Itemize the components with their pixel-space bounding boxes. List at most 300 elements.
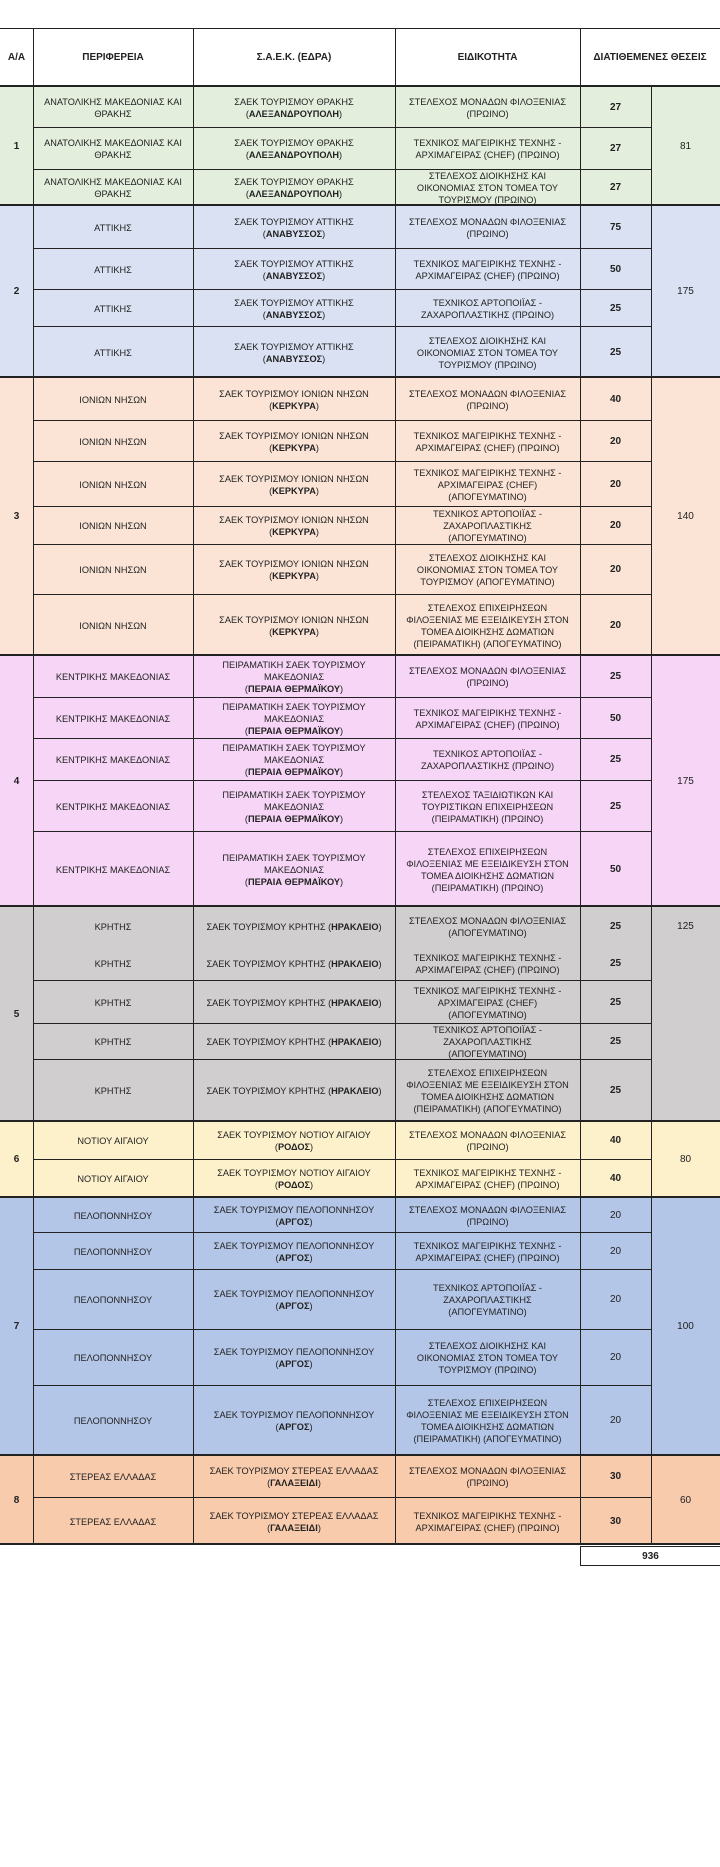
saek-cell (193, 290, 395, 327)
row-divider (33, 420, 651, 421)
specialty-cell: ΣΤΕΛΕΧΟΣ ΜΟΝΑΔΩΝ ΦΙΛΟΞΕΝΙΑΣ (ΠΡΩΙΝΟ) (408, 1466, 566, 1488)
saek-text: ΣΑΕΚ ΤΟΥΡΙΣΜΟΥ ΠΕΛΟΠΟΝΝΗΣΟΥ (ΑΡΓΟΣ) (213, 1347, 375, 1369)
specialty-cell: ΣΤΕΛΕΧΟΣ ΤΑΞΙΔΙΩΤΙΚΩΝ ΚΑΙ ΤΟΥΡΙΣΤΙΚΩΝ ΕΠΙΧΕΙΡΗΣΕΩΝ (ΠΕΙΡΑΜΑΤΙΚΗ) (ΠΡΩΙΝΟ) (421, 789, 554, 824)
saek-seat: ΑΝΑΒΥΣΣΟΣ (265, 228, 323, 239)
region-cell: ΚΕΝΤΡΙΚΗΣ ΜΑΚΕΔΟΝΙΑΣ (55, 801, 171, 812)
table-row (33, 1122, 651, 1160)
saek-cell (193, 595, 395, 656)
saek-name: ΣΑΕΚ ΤΟΥΡΙΣΜΟΥ ΚΡΗΤΗΣ (206, 1037, 326, 1047)
positions-cell: 75 (609, 221, 622, 233)
row-divider (33, 544, 651, 545)
region-cell: ΚΕΝΤΡΙΚΗΣ ΜΑΚΕΔΟΝΙΑΣ (55, 672, 171, 682)
saek-name: ΣΑΕΚ ΤΟΥΡΙΣΜΟΥ ΙΟΝΙΩΝ ΝΗΣΩΝ (219, 388, 369, 399)
specialty-cell: ΤΕΧΝΙΚΟΣ ΜΑΓΕΙΡΙΚΗΣ ΤΕΧΝΗΣ - ΑΡΧΙΜΑΓΕΙΡΑΣ (CHEF) (ΠΡΩΙΝΟ) (413, 707, 562, 730)
saek-text: ΣΑΕΚ ΤΟΥΡΙΣΜΟΥ ΚΡΗΤΗΣ (ΗΡΑΚΛΕΙΟ) (206, 922, 382, 932)
region-group (0, 206, 720, 378)
saek-name: ΠΕΙΡΑΜΑΤΙΚΗ ΣΑΕΚ ΤΟΥΡΙΣΜΟΥ ΜΑΚΕΔΟΝΙΑΣ (222, 852, 366, 875)
table-row (33, 462, 651, 507)
row-divider (33, 248, 651, 249)
saek-text: ΠΕΙΡΑΜΑΤΙΚΗ ΣΑΕΚ ΤΟΥΡΙΣΜΟΥ ΜΑΚΕΔΟΝΙΑΣ (ΠΕΡΑΙΑ ΘΕΡΜΑΪΚΟΥ) (222, 701, 366, 736)
positions-cell: 25 (609, 921, 622, 932)
specialty-cell: ΣΤΕΛΕΧΟΣ ΕΠΙΧΕΙΡΗΣΕΩΝ ΦΙΛΟΞΕΝΙΑΣ ΜΕ ΕΞΕΙΔΙΚΕΥΣΗ ΣΤΟΝ ΤΟΜΕΑ ΔΙΟΙΚΗΣΗΣ ΔΩΜΑΤΙΩΝ (ΠΕΙΡΑΜΑΤΙΚΗ) (ΑΠΟΓΕΥΜΑΤΙΝΟ) (406, 1068, 569, 1114)
row-divider (33, 1329, 651, 1330)
saek-cell (193, 1456, 395, 1498)
region-cell: ΠΕΛΟΠΟΝΝΗΣΟΥ (73, 1246, 153, 1257)
saek-name: ΣΑΕΚ ΤΟΥΡΙΣΜΟΥ ΑΤΤΙΚΗΣ (234, 341, 354, 352)
group-number: 5 (13, 1008, 20, 1020)
region-cell: ΑΝΑΤΟΛΙΚΗΣ ΜΑΚΕΔΟΝΙΑΣ ΚΑΙ ΘΡΑΚΗΣ (44, 177, 182, 199)
group-total: 81 (679, 140, 692, 152)
saek-cell (193, 1122, 395, 1160)
saek-seat: ΡΟΔΟΣ (277, 1142, 311, 1152)
specialty-cell: ΤΕΧΝΙΚΟΣ ΜΑΓΕΙΡΙΚΗΣ ΤΕΧΝΗΣ - ΑΡΧΙΜΑΓΕΙΡΑΣ (CHEF) (ΠΡΩΙΝΟ) (413, 138, 562, 160)
saek-seat: ΚΕΡΚΥΡΑ (272, 400, 316, 411)
saek-text: ΣΑΕΚ ΤΟΥΡΙΣΜΟΥ ΝΟΤΙΟΥ ΑΙΓΑΙΟΥ (ΡΟΔΟΣ) (217, 1130, 371, 1152)
region-cell: ΑΝΑΤΟΛΙΚΗΣ ΜΑΚΕΔΟΝΙΑΣ ΚΑΙ ΘΡΑΚΗΣ (44, 138, 182, 160)
saek-cell (193, 907, 395, 947)
positions-cell: 30 (609, 1471, 622, 1482)
table-row (33, 1498, 651, 1545)
specialty-cell: ΣΤΕΛΕΧΟΣ ΜΟΝΑΔΩΝ ΦΙΛΟΞΕΝΙΑΣ (ΠΡΩΙΝΟ) (408, 216, 566, 239)
saek-text: ΣΑΕΚ ΤΟΥΡΙΣΜΟΥ ΘΡΑΚΗΣ (ΑΛΕΞΑΝΔΡΟΥΠΟΛΗ) (234, 138, 354, 160)
group-total: 100 (677, 1321, 694, 1332)
table-row (33, 739, 651, 781)
saek-name: ΠΕΙΡΑΜΑΤΙΚΗ ΣΑΕΚ ΤΟΥΡΙΣΜΟΥ ΜΑΚΕΔΟΝΙΑΣ (222, 789, 366, 812)
row-divider (33, 1159, 651, 1160)
table-row (33, 1386, 651, 1456)
table-row (33, 595, 651, 656)
saek-seat: ΚΕΡΚΥΡΑ (272, 485, 316, 496)
saek-cell (193, 781, 395, 832)
saek-text: ΣΑΕΚ ΤΟΥΡΙΣΜΟΥ ΑΤΤΙΚΗΣ (ΑΝΑΒΥΣΣΟΣ) (234, 216, 354, 239)
row-divider (33, 831, 651, 832)
column-divider (651, 206, 652, 378)
row-divider (33, 1497, 651, 1498)
positions-cell: 50 (609, 712, 622, 724)
table-row (33, 1024, 651, 1060)
row-divider (33, 980, 651, 981)
saek-seat: ΚΕΡΚΥΡΑ (272, 527, 316, 537)
saek-seat: ΠΕΡΑΙΑ ΘΕΡΜΑΪΚΟΥ (247, 684, 341, 694)
saek-name: ΣΑΕΚ ΤΟΥΡΙΣΜΟΥ ΙΟΝΙΩΝ ΝΗΣΩΝ (219, 614, 369, 625)
saek-text: ΣΑΕΚ ΤΟΥΡΙΣΜΟΥ ΝΟΤΙΟΥ ΑΙΓΑΙΟΥ (ΡΟΔΟΣ) (217, 1168, 371, 1190)
saek-name: ΣΑΕΚ ΤΟΥΡΙΣΜΟΥ ΘΡΑΚΗΣ (234, 96, 354, 107)
row-divider (33, 738, 651, 739)
saek-text: ΣΑΕΚ ΤΟΥΡΙΣΜΟΥ ΠΕΛΟΠΟΝΝΗΣΟΥ (ΑΡΓΟΣ) (213, 1204, 375, 1227)
saek-name: ΣΑΕΚ ΤΟΥΡΙΣΜΟΥ ΙΟΝΙΩΝ ΝΗΣΩΝ (219, 430, 369, 441)
saek-seat: ΚΕΡΚΥΡΑ (272, 571, 316, 581)
saek-cell (193, 378, 395, 421)
saek-seat: ΑΛΕΞΑΝΔΡΟΥΠΟΛΗ (248, 108, 340, 119)
saek-seat: ΠΕΡΑΙΑ ΘΕΡΜΑΪΚΟΥ (247, 725, 341, 736)
specialty-cell: ΣΤΕΛΕΧΟΣ ΜΟΝΑΔΩΝ ΦΙΛΟΞΕΝΙΑΣ (ΠΡΩΙΝΟ) (408, 388, 566, 411)
header-specialty: ΕΙΔΙΚΟΤΗΤΑ (457, 51, 518, 63)
saek-seat: ΓΑΛΑΞΕΙΔΙ (270, 1478, 318, 1488)
saek-text: ΠΕΙΡΑΜΑΤΙΚΗ ΣΑΕΚ ΤΟΥΡΙΣΜΟΥ ΜΑΚΕΔΟΝΙΑΣ (ΠΕΡΑΙΑ ΘΕΡΜΑΪΚΟΥ) (222, 743, 366, 777)
specialty-cell: ΤΕΧΝΙΚΟΣ ΜΑΓΕΙΡΙΚΗΣ ΤΕΧΝΗΣ - ΑΡΧΙΜΑΓΕΙΡΑΣ (CHEF) (ΠΡΩΙΝΟ) (413, 953, 562, 975)
region-group (0, 1198, 720, 1456)
table-row (33, 327, 651, 378)
saek-cell (193, 1233, 395, 1270)
group-total: 175 (677, 286, 694, 297)
table-row (33, 206, 651, 249)
region-cell: ΙΟΝΙΩΝ ΝΗΣΩΝ (79, 436, 147, 447)
row-divider (33, 461, 651, 462)
saek-name: ΣΑΕΚ ΤΟΥΡΙΣΜΟΥ ΚΡΗΤΗΣ (206, 922, 326, 932)
saek-name: ΣΑΕΚ ΤΟΥΡΙΣΜΟΥ ΑΤΤΙΚΗΣ (234, 258, 354, 269)
saek-name: ΣΑΕΚ ΤΟΥΡΙΣΜΟΥ ΝΟΤΙΟΥ ΑΙΓΑΙΟΥ (217, 1168, 371, 1178)
region-cell: ΑΤΤΙΚΗΣ (94, 303, 132, 314)
saek-seat: ΓΑΛΑΞΕΙΔΙ (270, 1522, 318, 1533)
positions-cell: 20 (609, 1209, 622, 1221)
saek-name: ΣΑΕΚ ΤΟΥΡΙΣΜΟΥ ΙΟΝΙΩΝ ΝΗΣΩΝ (219, 515, 369, 525)
region-cell: ΙΟΝΙΩΝ ΝΗΣΩΝ (79, 620, 147, 631)
saek-name: ΣΑΕΚ ΤΟΥΡΙΣΜΟΥ ΣΤΕΡΕΑΣ ΕΛΛΑΔΑΣ (209, 1510, 379, 1521)
specialty-cell: ΣΤΕΛΕΧΟΣ ΕΠΙΧΕΙΡΗΣΕΩΝ ΦΙΛΟΞΕΝΙΑΣ ΜΕ ΕΞΕΙΔΙΚΕΥΣΗ ΣΤΟΝ ΤΟΜΕΑ ΔΙΟΙΚΗΣΗΣ ΔΩΜΑΤΙΩΝ (ΠΕΙΡΑΜΑΤΙΚΗ) (ΑΠΟΓΕΥΜΑΤΙΝΟ) (406, 602, 569, 649)
row-divider (33, 594, 651, 595)
region-cell: ΚΡΗΤΗΣ (94, 922, 132, 932)
positions-cell: 27 (609, 182, 622, 193)
positions-cell: 25 (609, 1085, 622, 1096)
saek-seat: ΠΕΡΑΙΑ ΘΕΡΜΑΪΚΟΥ (247, 767, 341, 777)
saek-seat: ΑΡΓΟΣ (278, 1359, 310, 1369)
region-cell: ΑΤΤΙΚΗΣ (94, 222, 132, 233)
positions-cell: 25 (609, 996, 622, 1008)
specialty-cell: ΤΕΧΝΙΚΟΣ ΜΑΓΕΙΡΙΚΗΣ ΤΕΧΝΗΣ - ΑΡΧΙΜΑΓΕΙΡΑΣ (CHEF) (ΠΡΩΙΝΟ) (413, 1168, 562, 1190)
table-row (33, 290, 651, 327)
region-group (0, 907, 720, 1122)
saek-cell (193, 1386, 395, 1456)
table-row (33, 1160, 651, 1198)
table-row (33, 832, 651, 907)
saek-cell (193, 327, 395, 378)
table-row (33, 128, 651, 170)
row-divider (33, 1023, 651, 1024)
saek-cell (193, 87, 395, 128)
specialty-cell: ΣΤΕΛΕΧΟΣ ΜΟΝΑΔΩΝ ΦΙΛΟΞΕΝΙΑΣ (ΠΡΩΙΝΟ) (408, 666, 566, 688)
saek-cell (193, 981, 395, 1024)
saek-seat: ΑΝΑΒΥΣΣΟΣ (265, 270, 323, 281)
saek-cell (193, 832, 395, 907)
region-cell: ΝΟΤΙΟΥ ΑΙΓΑΙΟΥ (77, 1174, 149, 1184)
saek-seat: ΠΕΡΑΙΑ ΘΕΡΜΑΪΚΟΥ (247, 876, 341, 887)
positions-cell: 30 (609, 1515, 622, 1527)
saek-text: ΣΑΕΚ ΤΟΥΡΙΣΜΟΥ ΚΡΗΤΗΣ (ΗΡΑΚΛΕΙΟ) (206, 1037, 382, 1047)
group-total: 175 (677, 775, 694, 787)
saek-text: ΣΑΕΚ ΤΟΥΡΙΣΜΟΥ ΑΤΤΙΚΗΣ (ΑΝΑΒΥΣΣΟΣ) (234, 297, 354, 320)
region-cell: ΙΟΝΙΩΝ ΝΗΣΩΝ (79, 394, 147, 405)
saek-name: ΣΑΕΚ ΤΟΥΡΙΣΜΟΥ ΑΤΤΙΚΗΣ (234, 297, 354, 308)
row-divider (33, 169, 651, 170)
region-cell: ΙΟΝΙΩΝ ΝΗΣΩΝ (79, 565, 147, 575)
column-divider (651, 907, 652, 1122)
specialty-cell: ΤΕΧΝΙΚΟΣ ΑΡΤΟΠΟΙΪΑΣ - ΖΑΧΑΡΟΠΛΑΣΤΙΚΗΣ (ΑΠΟΓΕΥΜΑΤΙΝΟ) (433, 1025, 542, 1059)
saek-text: ΣΑΕΚ ΤΟΥΡΙΣΜΟΥ ΣΤΕΡΕΑΣ ΕΛΛΑΔΑΣ (ΓΑΛΑΞΕΙΔΙ) (209, 1466, 379, 1488)
table-row (33, 249, 651, 290)
table-row (33, 698, 651, 739)
saek-text: ΠΕΙΡΑΜΑΤΙΚΗ ΣΑΕΚ ΤΟΥΡΙΣΜΟΥ ΜΑΚΕΔΟΝΙΑΣ (ΠΕΡΑΙΑ ΘΕΡΜΑΪΚΟΥ) (222, 852, 366, 887)
specialty-cell: ΣΤΕΛΕΧΟΣ ΜΟΝΑΔΩΝ ΦΙΛΟΞΕΝΙΑΣ (ΠΡΩΙΝΟ) (408, 1204, 566, 1227)
table-row (33, 907, 651, 947)
saek-seat: ΗΡΑΚΛΕΙΟ (331, 959, 379, 969)
table-header (0, 28, 720, 87)
saek-seat: ΗΡΑΚΛΕΙΟ (331, 1086, 379, 1096)
saek-text: ΣΑΕΚ ΤΟΥΡΙΣΜΟΥ ΙΟΝΙΩΝ ΝΗΣΩΝ (ΚΕΡΚΥΡΑ) (219, 559, 369, 581)
positions-cell: 20 (609, 1245, 622, 1257)
column-divider (651, 1456, 652, 1545)
region-cell: ΚΕΝΤΡΙΚΗΣ ΜΑΚΕΔΟΝΙΑΣ (55, 864, 171, 875)
saek-name: ΣΑΕΚ ΤΟΥΡΙΣΜΟΥ ΘΡΑΚΗΣ (234, 138, 354, 148)
region-cell: ΠΕΛΟΠΟΝΝΗΣΟΥ (73, 1353, 153, 1363)
positions-cell: 20 (609, 1352, 622, 1363)
saek-text: ΣΑΕΚ ΤΟΥΡΙΣΜΟΥ ΙΟΝΙΩΝ ΝΗΣΩΝ (ΚΕΡΚΥΡΑ) (219, 388, 369, 411)
row-divider (33, 1385, 651, 1386)
specialty-cell: ΣΤΕΛΕΧΟΣ ΜΟΝΑΔΩΝ ΦΙΛΟΞΕΝΙΑΣ (ΑΠΟΓΕΥΜΑΤΙΝΟ) (408, 916, 566, 938)
region-cell: ΠΕΛΟΠΟΝΝΗΣΟΥ (73, 1210, 153, 1221)
region-group (0, 87, 720, 206)
saek-text: ΣΑΕΚ ΤΟΥΡΙΣΜΟΥ ΙΟΝΙΩΝ ΝΗΣΩΝ (ΚΕΡΚΥΡΑ) (219, 473, 369, 496)
specialty-cell: ΣΤΕΛΕΧΟΣ ΕΠΙΧΕΙΡΗΣΕΩΝ ΦΙΛΟΞΕΝΙΑΣ ΜΕ ΕΞΕΙΔΙΚΕΥΣΗ ΣΤΟΝ ΤΟΜΕΑ ΔΙΟΙΚΗΣΗΣ ΔΩΜΑΤΙΩΝ (ΠΕΙΡΑΜΑΤΙΚΗ) (ΠΡΩΙΝΟ) (406, 846, 569, 893)
specialty-cell: ΣΤΕΛΕΧΟΣ ΕΠΙΧΕΙΡΗΣΕΩΝ ΦΙΛΟΞΕΝΙΑΣ ΜΕ ΕΞΕΙΔΙΚΕΥΣΗ ΣΤΟΝ ΤΟΜΕΑ ΔΙΟΙΚΗΣΗΣ ΔΩΜΑΤΙΩΝ (ΠΕΙΡΑΜΑΤΙΚΗ) (ΑΠΟΓΕΥΜΑΤΙΝΟ) (406, 1398, 569, 1444)
specialty-cell: ΤΕΧΝΙΚΟΣ ΜΑΓΕΙΡΙΚΗΣ ΤΕΧΝΗΣ - ΑΡΧΙΜΑΓΕΙΡΑΣ (CHEF) (ΑΠΟΓΕΥΜΑΤΙΝΟ) (413, 467, 562, 502)
table-row (33, 1330, 651, 1386)
saek-cell (193, 1198, 395, 1233)
saek-cell (193, 1160, 395, 1198)
saek-seat: ΑΡΓΟΣ (278, 1301, 310, 1311)
region-cell: ΣΤΕΡΕΑΣ ΕΛΛΑΔΑΣ (69, 1516, 157, 1527)
group-total: 140 (677, 511, 694, 522)
positions-cell: 50 (609, 263, 622, 275)
saek-name: ΣΑΕΚ ΤΟΥΡΙΣΜΟΥ ΠΕΛΟΠΟΝΝΗΣΟΥ (213, 1289, 375, 1299)
specialty-cell: ΤΕΧΝΙΚΟΣ ΑΡΤΟΠΟΙΪΑΣ - ΖΑΧΑΡΟΠΛΑΣΤΙΚΗΣ (ΠΡΩΙΝΟ) (420, 297, 555, 320)
saek-cell (193, 249, 395, 290)
saek-text: ΣΑΕΚ ΤΟΥΡΙΣΜΟΥ ΙΟΝΙΩΝ ΝΗΣΩΝ (ΚΕΡΚΥΡΑ) (219, 515, 369, 537)
positions-cell: 40 (609, 393, 622, 405)
saek-seat: ΑΡΓΟΣ (278, 1216, 310, 1227)
saek-text: ΣΑΕΚ ΤΟΥΡΙΣΜΟΥ ΣΤΕΡΕΑΣ ΕΛΛΑΔΑΣ (ΓΑΛΑΞΕΙΔΙ) (209, 1510, 379, 1533)
saek-cell (193, 698, 395, 739)
positions-cell: 20 (609, 435, 622, 447)
table-row (33, 1270, 651, 1330)
saek-seat: ΑΝΑΒΥΣΣΟΣ (265, 353, 323, 364)
region-cell: ΚΡΗΤΗΣ (94, 959, 132, 969)
region-cell: ΚΕΝΤΡΙΚΗΣ ΜΑΚΕΔΟΝΙΑΣ (55, 713, 171, 724)
saek-text: ΣΑΕΚ ΤΟΥΡΙΣΜΟΥ ΠΕΛΟΠΟΝΝΗΣΟΥ (ΑΡΓΟΣ) (213, 1289, 375, 1311)
saek-seat: ΑΝΑΒΥΣΣΟΣ (265, 309, 323, 320)
row-divider (33, 697, 651, 698)
region-cell: ΙΟΝΙΩΝ ΝΗΣΩΝ (79, 479, 147, 490)
saek-name: ΣΑΕΚ ΤΟΥΡΙΣΜΟΥ ΙΟΝΙΩΝ ΝΗΣΩΝ (219, 473, 369, 484)
saek-cell (193, 206, 395, 249)
specialty-cell: ΣΤΕΛΕΧΟΣ ΔΙΟΙΚΗΣΗΣ ΚΑΙ ΟΙΚΟΝΟΜΙΑΣ ΣΤΟΝ ΤΟΜΕΑ ΤΟΥ ΤΟΥΡΙΣΜΟΥ (ΠΡΩΙΝΟ) (416, 335, 559, 370)
region-cell: ΙΟΝΙΩΝ ΝΗΣΩΝ (79, 521, 147, 531)
saek-seat: ΡΟΔΟΣ (277, 1180, 311, 1190)
table-row (33, 1456, 651, 1498)
region-cell: ΑΤΤΙΚΗΣ (94, 264, 132, 275)
group-total: 60 (679, 1494, 692, 1506)
region-cell: ΑΤΤΙΚΗΣ (94, 347, 132, 358)
saek-name: ΣΑΕΚ ΤΟΥΡΙΣΜΟΥ ΠΕΛΟΠΟΝΝΗΣΟΥ (213, 1410, 375, 1420)
specialty-cell: ΣΤΕΛΕΧΟΣ ΜΟΝΑΔΩΝ ΦΙΛΟΞΕΝΙΑΣ (ΠΡΩΙΝΟ) (408, 1130, 566, 1152)
saek-cell (193, 1270, 395, 1330)
group-number: 7 (13, 1321, 20, 1332)
region-cell: ΠΕΛΟΠΟΝΝΗΣΟΥ (73, 1416, 153, 1426)
specialty-cell: ΤΕΧΝΙΚΟΣ ΜΑΓΕΙΡΙΚΗΣ ΤΕΧΝΗΣ - ΑΡΧΙΜΑΓΕΙΡΑΣ (CHEF) (ΠΡΩΙΝΟ) (413, 258, 562, 281)
positions-cell: 25 (609, 1036, 622, 1047)
header-aa: Α/Α (7, 51, 26, 63)
row-divider (33, 326, 651, 327)
saek-name: ΠΕΙΡΑΜΑΤΙΚΗ ΣΑΕΚ ΤΟΥΡΙΣΜΟΥ ΜΑΚΕΔΟΝΙΑΣ (222, 701, 366, 724)
saek-cell (193, 1498, 395, 1545)
positions-cell: 25 (609, 671, 622, 682)
saek-name: ΣΑΕΚ ΤΟΥΡΙΣΜΟΥ ΣΤΕΡΕΑΣ ΕΛΛΑΔΑΣ (209, 1466, 379, 1476)
saek-seat: ΑΛΕΞΑΝΔΡΟΥΠΟΛΗ (248, 150, 340, 160)
saek-text: ΣΑΕΚ ΤΟΥΡΙΣΜΟΥ ΘΡΑΚΗΣ (ΑΛΕΞΑΝΔΡΟΥΠΟΛΗ) (234, 96, 354, 119)
saek-text: ΣΑΕΚ ΤΟΥΡΙΣΜΟΥ ΚΡΗΤΗΣ (ΗΡΑΚΛΕΙΟ) (206, 997, 382, 1008)
specialty-cell: ΤΕΧΝΙΚΟΣ ΜΑΓΕΙΡΙΚΗΣ ΤΕΧΝΗΣ - ΑΡΧΙΜΑΓΕΙΡΑΣ (CHEF) (ΠΡΩΙΝΟ) (413, 430, 562, 453)
region-cell: ΚΡΗΤΗΣ (94, 1086, 132, 1096)
positions-cell: 20 (609, 1294, 622, 1305)
region-cell: ΣΤΕΡΕΑΣ ΕΛΛΑΔΑΣ (69, 1472, 157, 1482)
positions-cell: 20 (609, 619, 622, 631)
saek-cell (193, 739, 395, 781)
positions-cell: 25 (609, 800, 622, 812)
column-divider (651, 656, 652, 907)
saek-text: ΣΑΕΚ ΤΟΥΡΙΣΜΟΥ ΠΕΛΟΠΟΝΝΗΣΟΥ (ΑΡΓΟΣ) (213, 1410, 375, 1432)
positions-cell: 20 (609, 520, 622, 531)
column-divider (651, 1198, 652, 1456)
row-divider (33, 1059, 651, 1060)
saek-text: ΣΑΕΚ ΤΟΥΡΙΣΜΟΥ ΙΟΝΙΩΝ ΝΗΣΩΝ (ΚΕΡΚΥΡΑ) (219, 614, 369, 637)
row-divider (33, 1232, 651, 1233)
saek-cell (193, 1330, 395, 1386)
saek-cell (193, 947, 395, 981)
saek-name: ΠΕΙΡΑΜΑΤΙΚΗ ΣΑΕΚ ΤΟΥΡΙΣΜΟΥ ΜΑΚΕΔΟΝΙΑΣ (222, 660, 366, 682)
saek-seat: ΚΕΡΚΥΡΑ (272, 626, 316, 637)
saek-cell (193, 1060, 395, 1122)
header-region: ΠΕΡΙΦΕΡΕΙΑ (82, 51, 144, 63)
saek-name: ΠΕΙΡΑΜΑΤΙΚΗ ΣΑΕΚ ΤΟΥΡΙΣΜΟΥ ΜΑΚΕΔΟΝΙΑΣ (222, 743, 366, 765)
positions-cell: 25 (609, 754, 622, 765)
column-divider (651, 378, 652, 656)
region-cell: ΚΕΝΤΡΙΚΗΣ ΜΑΚΕΔΟΝΙΑΣ (55, 755, 171, 765)
specialty-cell: ΤΕΧΝΙΚΟΣ ΜΑΓΕΙΡΙΚΗΣ ΤΕΧΝΗΣ - ΑΡΧΙΜΑΓΕΙΡΑΣ (CHEF) (ΑΠΟΓΕΥΜΑΤΙΝΟ) (413, 985, 562, 1020)
region-group (0, 656, 720, 907)
table-row (33, 87, 651, 128)
saek-name: ΣΑΕΚ ΤΟΥΡΙΣΜΟΥ ΙΟΝΙΩΝ ΝΗΣΩΝ (219, 559, 369, 569)
row-divider (33, 127, 651, 128)
table-row (33, 656, 651, 698)
table-row (33, 170, 651, 206)
region-group (0, 378, 720, 656)
saek-name: ΣΑΕΚ ΤΟΥΡΙΣΜΟΥ ΚΡΗΤΗΣ (206, 959, 326, 969)
region-cell: ΑΝΑΤΟΛΙΚΗΣ ΜΑΚΕΔΟΝΙΑΣ ΚΑΙ ΘΡΑΚΗΣ (44, 96, 182, 119)
positions-cell: 50 (609, 863, 622, 875)
group-number: 1 (13, 140, 20, 152)
group-number: 6 (13, 1154, 20, 1165)
grand-total: 936 (580, 1546, 720, 1566)
table-row (33, 981, 651, 1024)
table-row (33, 378, 651, 421)
saek-name: ΣΑΕΚ ΤΟΥΡΙΣΜΟΥ ΠΕΛΟΠΟΝΝΗΣΟΥ (213, 1347, 375, 1357)
specialty-cell: ΤΕΧΝΙΚΟΣ ΑΡΤΟΠΟΙΪΑΣ - ΖΑΧΑΡΟΠΛΑΣΤΙΚΗΣ (ΑΠΟΓΕΥΜΑΤΙΝΟ) (433, 1283, 542, 1317)
group-number: 3 (13, 511, 20, 522)
positions-cell: 40 (609, 1173, 622, 1184)
positions-cell: 20 (609, 1415, 622, 1426)
group-number: 2 (13, 286, 20, 297)
group-number: 8 (13, 1494, 20, 1506)
saek-seat: ΑΡΓΟΣ (278, 1422, 310, 1432)
column-divider (651, 1122, 652, 1198)
row-divider (33, 506, 651, 507)
group-total: 125 (677, 921, 694, 932)
saek-text: ΠΕΙΡΑΜΑΤΙΚΗ ΣΑΕΚ ΤΟΥΡΙΣΜΟΥ ΜΑΚΕΔΟΝΙΑΣ (ΠΕΡΑΙΑ ΘΕΡΜΑΪΚΟΥ) (222, 660, 366, 694)
saek-seat: ΑΛΕΞΑΝΔΡΟΥΠΟΛΗ (248, 189, 340, 199)
saek-seat: ΑΡΓΟΣ (278, 1252, 310, 1263)
specialty-cell: ΣΤΕΛΕΧΟΣ ΔΙΟΙΚΗΣΗΣ ΚΑΙ ΟΙΚΟΝΟΜΙΑΣ ΣΤΟΝ ΤΟΜΕΑ ΤΟΥ ΤΟΥΡΙΣΜΟΥ (ΑΠΟΓΕΥΜΑΤΙΝΟ) (416, 553, 559, 587)
table-row (33, 507, 651, 545)
saek-cell (193, 462, 395, 507)
group-number: 4 (13, 775, 20, 787)
table-row (33, 1060, 651, 1122)
region-cell: ΚΡΗΤΗΣ (94, 997, 132, 1008)
saek-text: ΠΕΙΡΑΜΑΤΙΚΗ ΣΑΕΚ ΤΟΥΡΙΣΜΟΥ ΜΑΚΕΔΟΝΙΑΣ (ΠΕΡΑΙΑ ΘΕΡΜΑΪΚΟΥ) (222, 789, 366, 824)
row-divider (33, 780, 651, 781)
column-divider (651, 87, 652, 206)
positions-cell: 25 (609, 346, 622, 358)
saek-seat: ΗΡΑΚΛΕΙΟ (331, 922, 379, 932)
saek-cell (193, 545, 395, 595)
saek-name: ΣΑΕΚ ΤΟΥΡΙΣΜΟΥ ΚΡΗΤΗΣ (206, 1086, 326, 1096)
region-cell: ΚΡΗΤΗΣ (94, 1037, 132, 1047)
saek-text: ΣΑΕΚ ΤΟΥΡΙΣΜΟΥ ΠΕΛΟΠΟΝΝΗΣΟΥ (ΑΡΓΟΣ) (213, 1240, 375, 1263)
specialty-cell: ΤΕΧΝΙΚΟΣ ΜΑΓΕΙΡΙΚΗΣ ΤΕΧΝΗΣ - ΑΡΧΙΜΑΓΕΙΡΑΣ (CHEF) (ΠΡΩΙΝΟ) (413, 1240, 562, 1263)
saek-text: ΣΑΕΚ ΤΟΥΡΙΣΜΟΥ ΘΡΑΚΗΣ (ΑΛΕΞΑΝΔΡΟΥΠΟΛΗ) (234, 177, 354, 199)
saek-seat: ΠΕΡΑΙΑ ΘΕΡΜΑΪΚΟΥ (247, 813, 341, 824)
saek-seat: ΗΡΑΚΛΕΙΟ (331, 997, 379, 1008)
saek-name: ΣΑΕΚ ΤΟΥΡΙΣΜΟΥ ΚΡΗΤΗΣ (206, 997, 326, 1008)
region-group (0, 1122, 720, 1198)
positions-cell: 40 (609, 1135, 622, 1146)
positions-cell: 25 (609, 302, 622, 314)
positions-cell: 25 (609, 958, 622, 969)
saek-cell (193, 656, 395, 698)
row-divider (33, 1269, 651, 1270)
table-row (33, 421, 651, 462)
saek-cell (193, 1024, 395, 1060)
table-row (33, 1198, 651, 1233)
saek-name: ΣΑΕΚ ΤΟΥΡΙΣΜΟΥ ΝΟΤΙΟΥ ΑΙΓΑΙΟΥ (217, 1130, 371, 1140)
saek-seat: ΗΡΑΚΛΕΙΟ (331, 1037, 379, 1047)
saek-text: ΣΑΕΚ ΤΟΥΡΙΣΜΟΥ ΚΡΗΤΗΣ (ΗΡΑΚΛΕΙΟ) (206, 959, 382, 969)
saek-cell (193, 507, 395, 545)
saek-cell (193, 421, 395, 462)
table-row (33, 1233, 651, 1270)
saek-cell (193, 170, 395, 206)
saek-text: ΣΑΕΚ ΤΟΥΡΙΣΜΟΥ ΙΟΝΙΩΝ ΝΗΣΩΝ (ΚΕΡΚΥΡΑ) (219, 430, 369, 453)
region-cell: ΝΟΤΙΟΥ ΑΙΓΑΙΟΥ (77, 1136, 149, 1146)
header-positions: ΔΙΑΤΙΘΕΜΕΝΕΣ ΘΕΣΕΙΣ (593, 51, 707, 63)
saek-cell (193, 128, 395, 170)
saek-text: ΣΑΕΚ ΤΟΥΡΙΣΜΟΥ ΑΤΤΙΚΗΣ (ΑΝΑΒΥΣΣΟΣ) (234, 341, 354, 364)
saek-text: ΣΑΕΚ ΤΟΥΡΙΣΜΟΥ ΑΤΤΙΚΗΣ (ΑΝΑΒΥΣΣΟΣ) (234, 258, 354, 281)
specialty-cell: ΣΤΕΛΕΧΟΣ ΔΙΟΙΚΗΣΗΣ ΚΑΙ ΟΙΚΟΝΟΜΙΑΣ ΣΤΟΝ ΤΟΜΕΑ ΤΟΥ ΤΟΥΡΙΣΜΟΥ (ΠΡΩΙΝΟ) (416, 1341, 559, 1375)
positions-cell: 20 (609, 478, 622, 490)
table-row (33, 545, 651, 595)
specialty-cell: ΤΕΧΝΙΚΟΣ ΜΑΓΕΙΡΙΚΗΣ ΤΕΧΝΗΣ - ΑΡΧΙΜΑΓΕΙΡΑΣ (CHEF) (ΠΡΩΙΝΟ) (413, 1510, 562, 1533)
table-row (33, 947, 651, 981)
positions-cell: 27 (609, 101, 622, 113)
